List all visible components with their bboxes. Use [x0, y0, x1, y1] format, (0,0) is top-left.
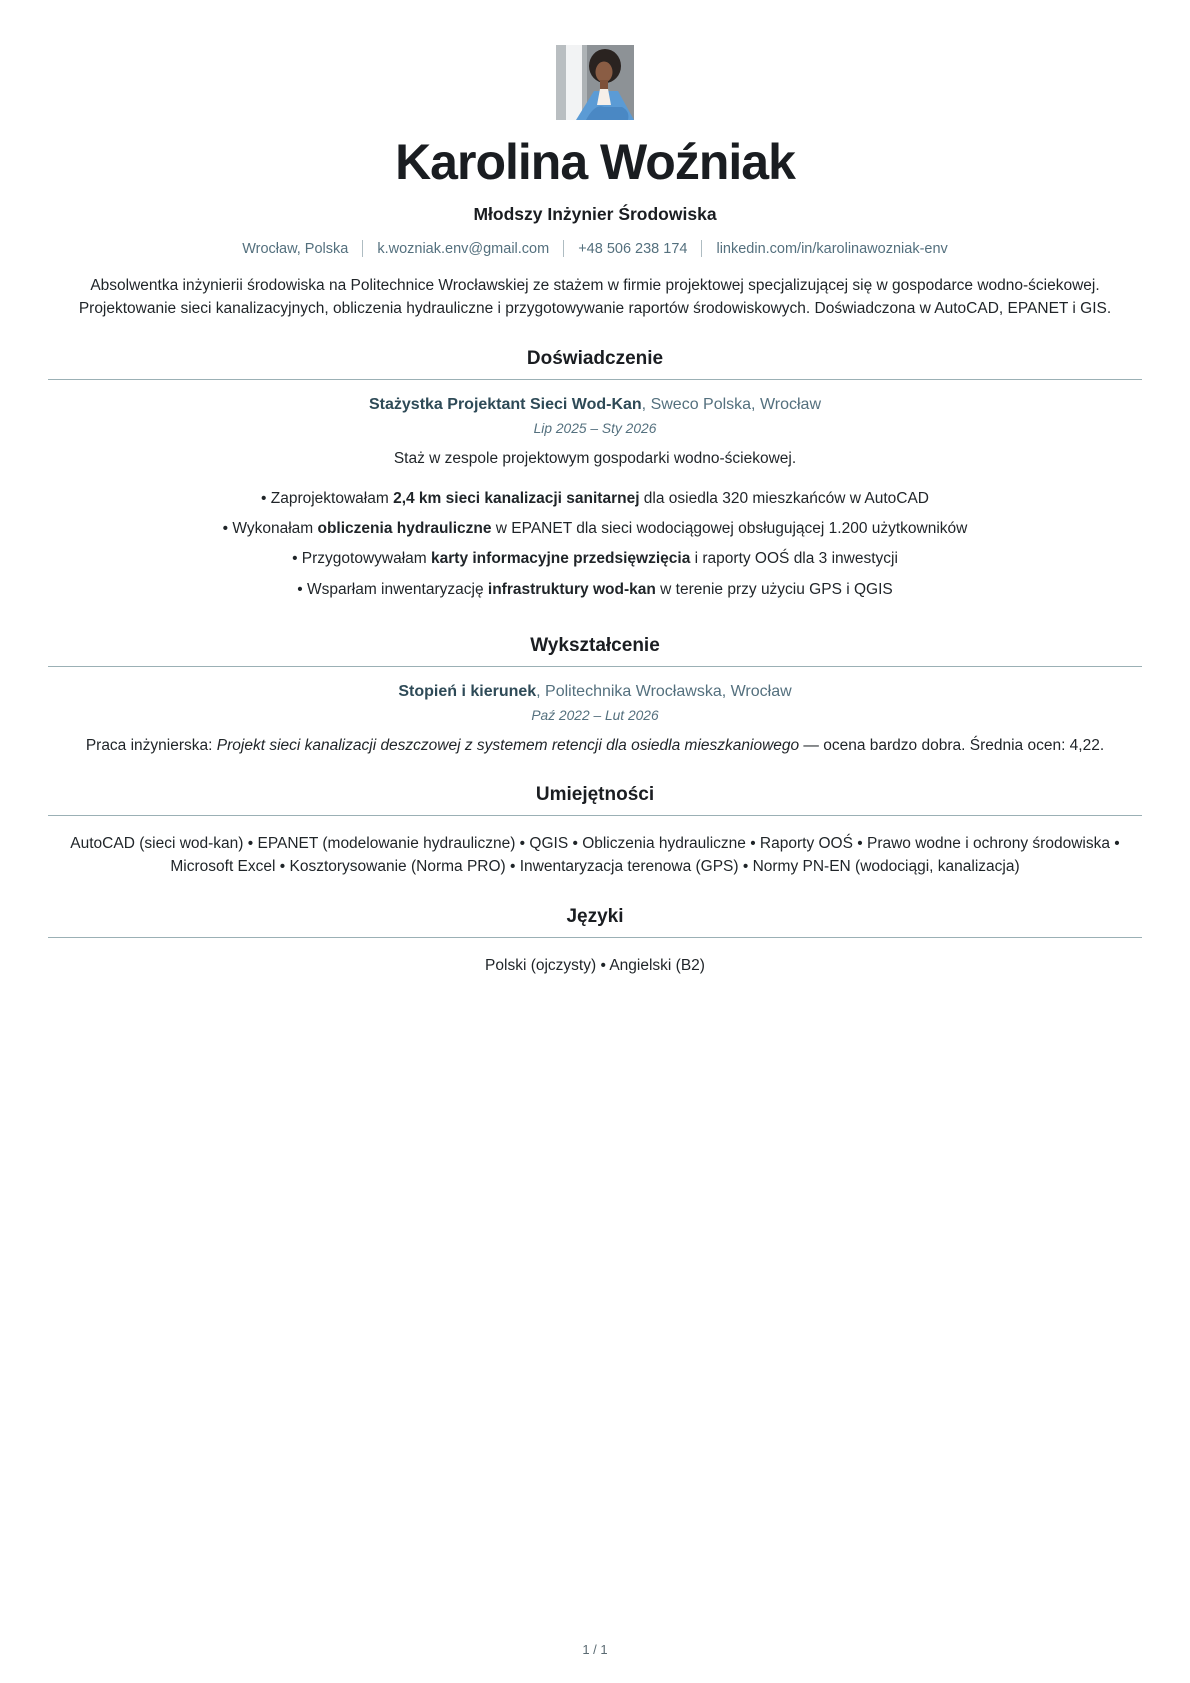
candidate-job-title: Młodszy Inżynier Środowiska [473, 204, 717, 224]
experience-intro: Staż w zespole projektowym gospodarki wodno-ściekowej. [393, 449, 797, 467]
contact-row [48, 240, 1142, 257]
section-education [48, 635, 1142, 757]
contact-linkedin[interactable]: linkedin.com/in/karolinawozniak-env [716, 240, 948, 257]
experience-bullet: • Przygotowywałam karty informacyjne przedsięwzięcia i raporty OOŚ dla 3 inwestycji [48, 547, 1142, 570]
education-dates: Paź 2022 – Lut 2026 [531, 707, 659, 723]
photo-container [48, 45, 1142, 120]
section-rule [48, 379, 1142, 380]
page-number: 1 / 1 [582, 1642, 608, 1657]
languages-heading: Języki [566, 905, 624, 927]
experience-dates: Lip 2025 – Sty 2026 [533, 420, 657, 436]
section-rule [48, 815, 1142, 816]
education-description: Praca inżynierska: Projekt sieci kanalizacji deszczowej z systemem retencji dla osiedla mieszkaniowego — ocena bardzo dobra. Średnia ocen: 4,22. [85, 736, 1105, 754]
experience-heading: Doświadczenie [526, 347, 664, 369]
experience-bullet: • Zaprojektowałam 2,4 km sieci kanalizacji sanitarnej dla osiedla 320 mieszkańców w AutoCAD [48, 487, 1142, 510]
profile-summary: Absolwentka inżynierii środowiska na Politechnice Wrocławskiej ze stażem w firmie projektowej specjalizującej się w gospodarce wodno-ściekowej. Projektowanie sieci kanalizacyjnych, obliczenia hydrauliczne i przygotowywanie raportów środowiskowych. Doświadczona w AutoCAD, EPANET i GIS. [78, 277, 1112, 318]
contact-divider [563, 240, 564, 257]
languages-list: Polski (ojczysty) • Angielski (B2) [485, 956, 705, 974]
profile-photo-image [556, 45, 634, 120]
education-entry-title [48, 683, 1142, 701]
profile-photo [556, 45, 634, 120]
skills-heading: Umiejętności [535, 784, 655, 805]
experience-bullet: • Wsparłam inwentaryzację infrastruktury wod-kan w terenie przy użyciu GPS i QGIS [48, 578, 1142, 601]
contact-phone[interactable]: +48 506 238 174 [578, 240, 688, 257]
section-languages [48, 906, 1142, 977]
candidate-name: Karolina Woźniak [395, 134, 795, 190]
experience-role: Stażystka Projektant Sieci Wod-Kan [369, 395, 642, 413]
experience-company: , Sweco Polska, Wrocław [641, 395, 821, 413]
section-experience [48, 348, 1142, 608]
education-school: , Politechnika Wrocławska, Wrocław [536, 682, 792, 700]
experience-bullet: • Wykonałam obliczenia hydrauliczne w EPANET dla sieci wodociągowej obsługującej 1.200 użytkowników [48, 517, 1142, 540]
contact-divider [362, 240, 363, 257]
section-rule [48, 937, 1142, 938]
thesis-title: Projekt sieci kanalizacji deszczowej z systemem retencji dla osiedla mieszkaniowego [216, 736, 800, 754]
contact-email[interactable]: k.wozniak.env@gmail.com [377, 240, 550, 257]
skills-list: AutoCAD (sieci wod-kan) • EPANET (modelowanie hydrauliczne) • QGIS • Obliczenia hydrauliczne • Raporty OOŚ • Prawo wodne i ochrony środowiska • Microsoft Excel • Kosztorysowanie (Norma PRO) • Inwentaryzacja terenowa (GPS) • Normy PN-EN (wodociągi, kanalizacja) [70, 835, 1120, 876]
section-skills [48, 784, 1142, 879]
experience-entry-title [48, 396, 1142, 414]
education-heading: Wykształcenie [530, 634, 660, 656]
experience-bullet-list [48, 487, 1142, 601]
education-degree: Stopień i kierunek [398, 682, 537, 700]
contact-location: Wrocław, Polska [242, 240, 349, 257]
contact-divider [701, 240, 702, 257]
section-rule [48, 666, 1142, 667]
